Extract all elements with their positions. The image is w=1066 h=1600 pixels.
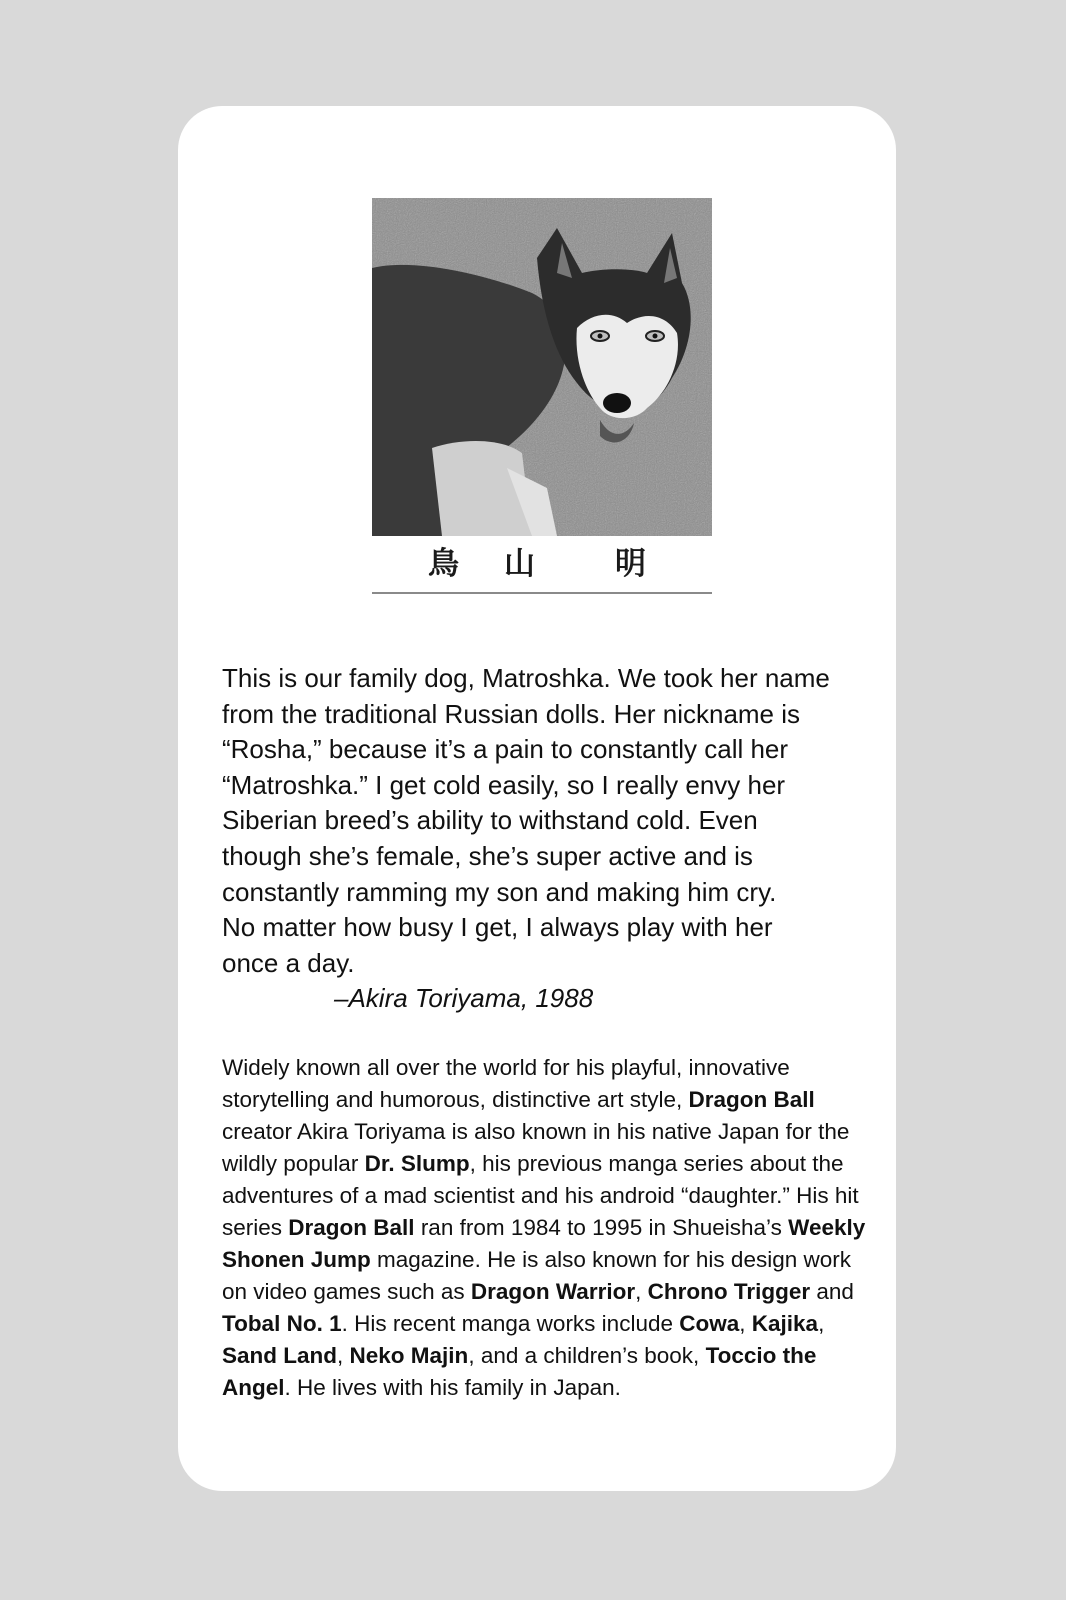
bio-text-run: Widely known all over the world for his playful, innovative storytelling and humorous, distinctive art style, bbox=[222, 1055, 790, 1112]
bio-text-run: , and a children’s book, bbox=[468, 1343, 706, 1368]
quote-line: No matter how busy I get, I always play with her bbox=[222, 912, 773, 943]
bio-paragraph bbox=[222, 1052, 872, 1404]
author-card bbox=[178, 106, 896, 1491]
bio-text-run: , bbox=[635, 1279, 648, 1304]
bio-title-emphasis: Dragon Ball bbox=[688, 1087, 815, 1112]
bio-title-emphasis: Dragon Ball bbox=[288, 1215, 415, 1240]
bio-text-run: . He lives with his family in Japan. bbox=[284, 1375, 621, 1400]
name-char-2: 山 bbox=[504, 546, 535, 582]
bio-text-run: ran from 1984 to 1995 in Shueisha’s bbox=[414, 1215, 789, 1240]
quote-signature: –Akira Toriyama, 1988 bbox=[334, 983, 594, 1014]
quote-line: though she’s female, she’s super active and is bbox=[222, 840, 753, 871]
quote-line: “Rosha,” because it’s a pain to constantly call her bbox=[222, 734, 789, 765]
quote-line: once a day. bbox=[222, 947, 355, 978]
bio-text-run: , bbox=[337, 1343, 350, 1368]
bio-title-emphasis: Kajika bbox=[751, 1311, 819, 1336]
bio-text-run: , bbox=[739, 1311, 752, 1336]
name-char-1: 鳥 bbox=[428, 546, 459, 582]
bio-text-run: , his previous manga series about the adventures of a mad scientist and his android “daughter.” His hit series bbox=[222, 1151, 859, 1240]
quote-line: from the traditional Russian dolls. Her nickname is bbox=[222, 698, 801, 729]
bio-title-emphasis: Chrono Trigger bbox=[647, 1279, 811, 1304]
dog-photo bbox=[372, 198, 712, 536]
bio-text-run: magazine. He is also known for his design work on video games such as bbox=[222, 1247, 851, 1304]
bio-title-emphasis: Neko Majin bbox=[349, 1343, 469, 1368]
bio-title-emphasis: Sand Land bbox=[222, 1343, 338, 1368]
bio-text-run: and bbox=[810, 1279, 854, 1304]
bio-title-emphasis: Dr. Slump bbox=[364, 1151, 470, 1176]
author-quote bbox=[222, 661, 872, 1017]
bio-title-emphasis: Dragon Warrior bbox=[470, 1279, 636, 1304]
quote-line: This is our family dog, Matroshka. We took her name bbox=[222, 663, 830, 693]
bio-title-emphasis: Cowa bbox=[679, 1311, 740, 1336]
quote-line: Siberian breed’s ability to withstand cold. Even bbox=[222, 805, 758, 836]
quote-line: “Matroshka.” I get cold easily, so I really envy her bbox=[222, 769, 786, 800]
bio-text-run: creator Akira Toriyama is also known in his native Japan for the wildly popular bbox=[222, 1119, 850, 1176]
bio-text-run: . His recent manga works include bbox=[341, 1311, 680, 1336]
author-biography bbox=[222, 1052, 872, 1404]
bio-title-emphasis: Tobal No. 1 bbox=[222, 1311, 342, 1336]
bio-title-emphasis: Weekly Shonen Jump bbox=[222, 1215, 866, 1272]
author-name-japanese bbox=[372, 536, 712, 594]
bio-title-emphasis: Toccio the Angel bbox=[222, 1343, 817, 1400]
quote-line: constantly ramming my son and making him cry. bbox=[222, 876, 777, 907]
name-char-3: 明 bbox=[615, 546, 646, 582]
bio-text-run: , bbox=[818, 1311, 825, 1336]
